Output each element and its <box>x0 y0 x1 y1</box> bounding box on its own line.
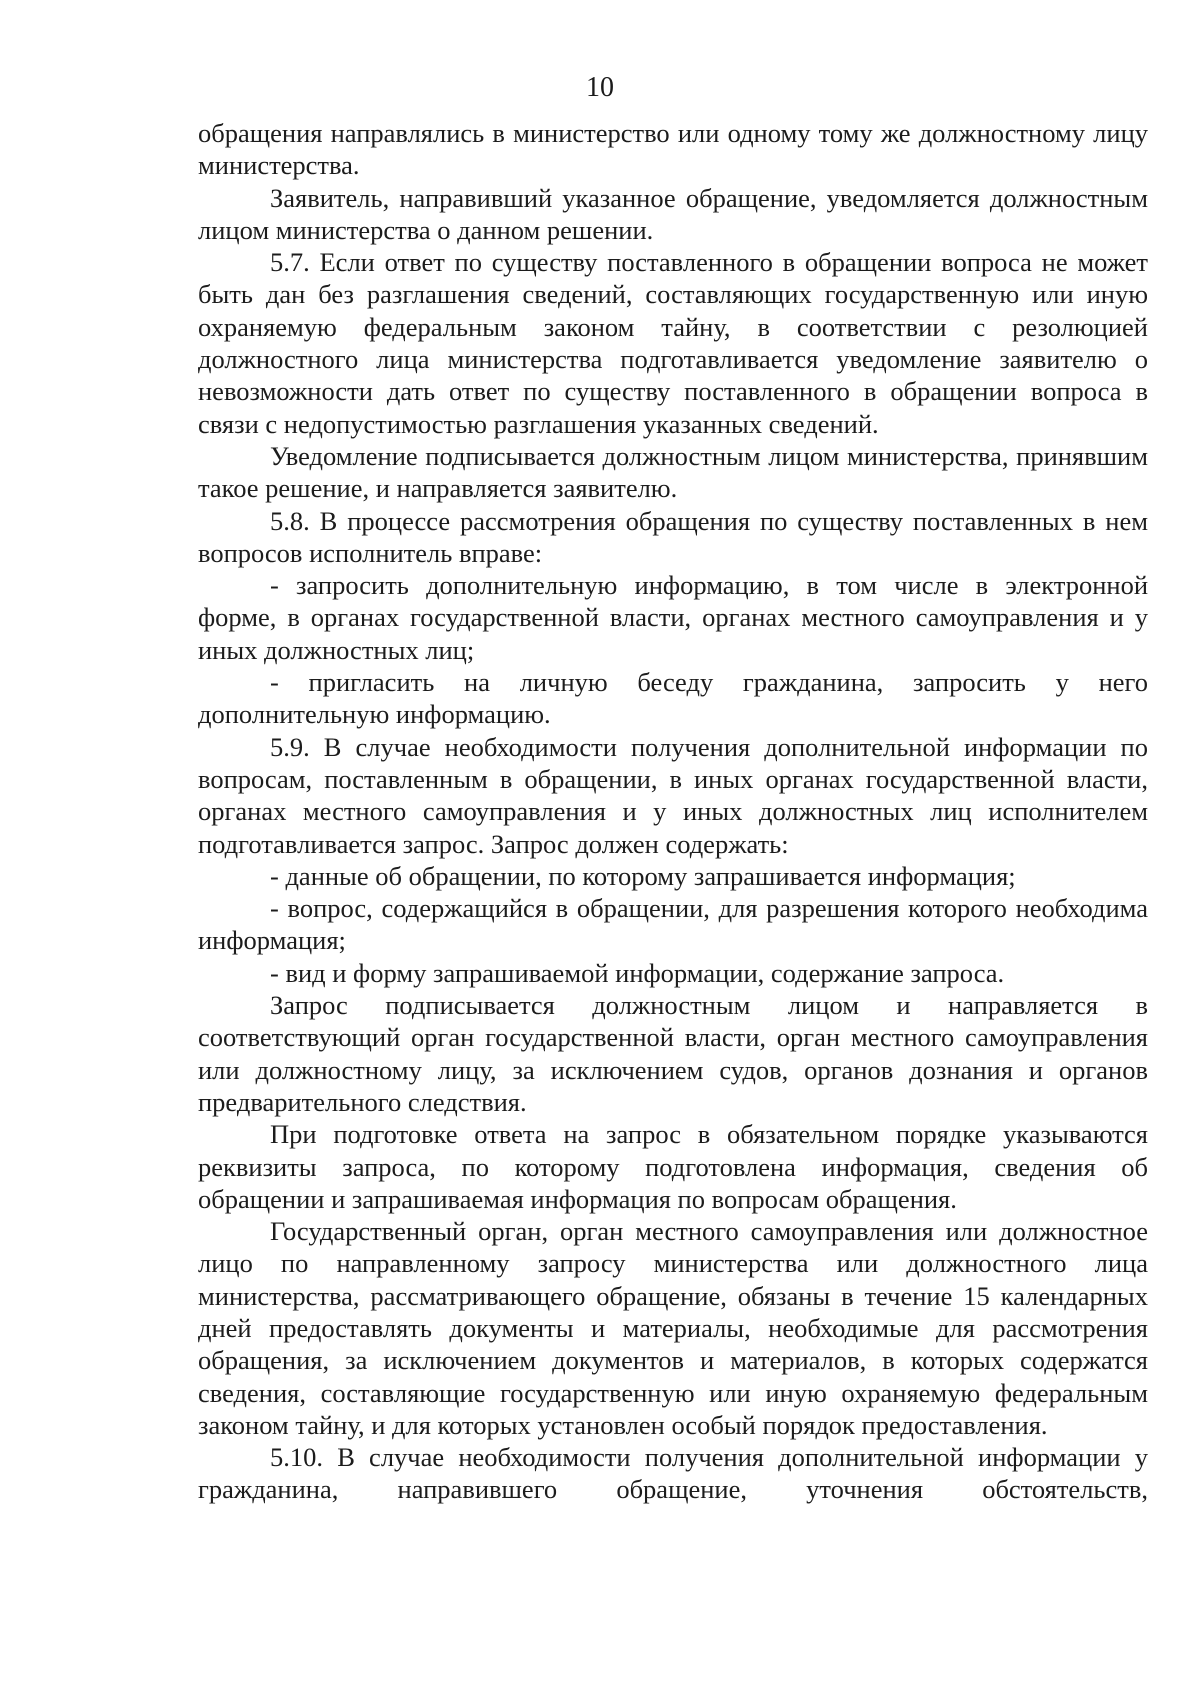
paragraph: обращения направлялись в министерство или одному тому же должностному лицу министерства. <box>198 118 1148 181</box>
paragraph: - запросить дополнительную информацию, в том числе в электронной форме, в органах государственной власти, органах местного самоуправления и у иных должностных лиц; <box>198 570 1148 665</box>
document-body <box>198 117 1148 1506</box>
paragraph: 5.9. В случае необходимости получения дополнительной информации по вопросам, поставленным в обращении, в иных органах государственной власти, органах местного самоуправления и у иных должностных лиц исполнителем подготавливается запрос. Запрос должен содержать: <box>198 731 1148 859</box>
paragraph: При подготовке ответа на запрос в обязательном порядке указываются реквизиты запроса, по которому подготовлена информация, сведения об обращении и запрашиваемая информация по вопросам обращения. <box>198 1119 1148 1214</box>
paragraph: - данные об обращении, по которому запрашивается информация; <box>270 860 1016 891</box>
paragraph: 5.7. Если ответ по существу поставленного в обращении вопроса не может быть дан без разглашения сведений, составляющих государственную или иную охраняемую федеральным законом тайну, в соответствии с резолюцией должностного лица министерства подготавливается уведомление заявителю о невозможности дать ответ по существу поставленного в обращении вопроса в связи с недопустимостью разглашения указанных сведений. <box>198 247 1148 439</box>
paragraph: Государственный орган, орган местного самоуправления или должностное лицо по направленному запросу министерства или должностного лица министерства, рассматривающего обращение, обязаны в течение 15 календарных дней предоставлять документы и материалы, необходимые для рассмотрения обращения, за исключением документов и материалов, в которых содержатся сведения, составляющие государственную или иную охраняемую федеральным законом тайну, и для которых установлен особый порядок предоставления. <box>198 1216 1148 1440</box>
paragraph: Запрос подписывается должностным лицом и направляется в соответствующий орган государственной власти, орган местного самоуправления или должностному лицу, за исключением судов, органов дознания и органов предварительного следствия. <box>198 990 1148 1117</box>
paragraph: - вопрос, содержащийся в обращении, для разрешения которого необходима информация; <box>198 893 1148 956</box>
paragraph: Уведомление подписывается должностным лицом министерства, принявшим такое решение, и направляется заявителю. <box>198 440 1148 504</box>
paragraph: - вид и форму запрашиваемой информации, содержание запроса. <box>270 957 1005 988</box>
paragraph: Заявитель, направивший указанное обращение, уведомляется должностным лицом министерства о данном решении. <box>198 182 1148 245</box>
paragraph: - пригласить на личную беседу гражданина, запросить у него дополнительную информацию. <box>198 667 1148 730</box>
paragraph: 5.10. В случае необходимости получения дополнительной информации у гражданина, направившего обращение, уточнения обстоятельств, <box>198 1442 1148 1505</box>
paragraph: 5.8. В процессе рассмотрения обращения по существу поставленных в нем вопросов исполнитель вправе: <box>198 505 1148 568</box>
page-number: 10 <box>586 72 614 103</box>
